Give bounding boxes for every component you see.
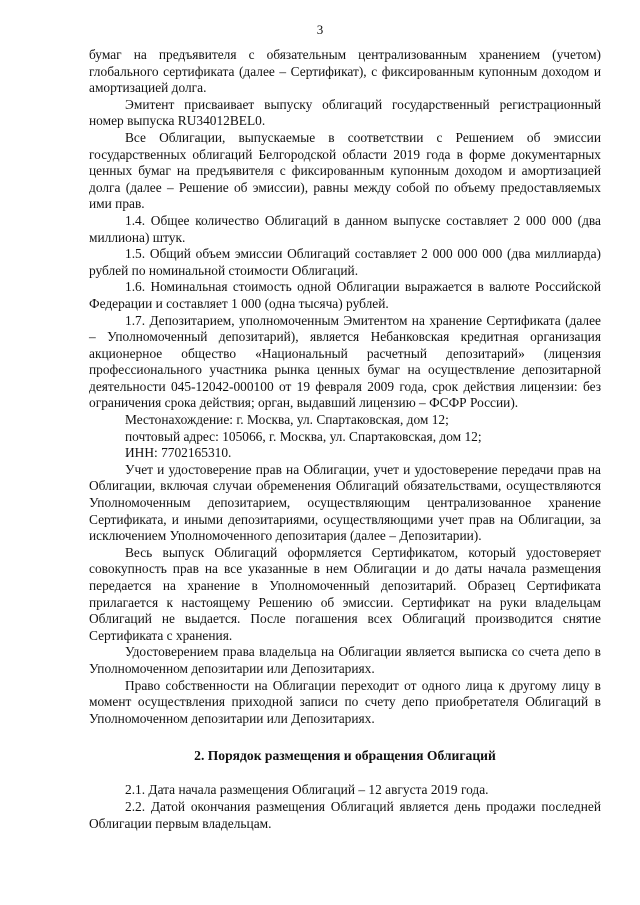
- paragraph-2-2: 2.2. Датой окончания размещения Облигаций является день продажи последней Облигации первым владельцам.: [89, 798, 601, 831]
- paragraph-1-7: 1.7. Депозитарием, уполномоченным Эмитентом на хранение Сертификата (далее – Уполномоченный депозитарий), является Небанковская кредитная организация акционерное общество «Национальный расчетный депозитарий» (лицензия профессионального участника рынка ценных бумаг на осуществление депозитарной деятельности 045-12042-000100 от 19 февраля 2009 года, срок действия лицензии: без ограничения срока действия; орган, выдавший лицензию – ФСФР России).: [89, 312, 601, 411]
- paragraph-depo-statement: Удостоверением права владельца на Облигации является выписка со счета депо в Уполномоченном депозитарии или Депозитариях.: [89, 644, 601, 676]
- paragraph-registration-number: Эмитент присваивает выпуску облигаций государственный регистрационный номер выпуска RU34012BEL0.: [89, 96, 601, 129]
- paragraph-ownership-transfer: Право собственности на Облигации переходит от одного лица к другому лицу в момент осуществления приходной записи по счету депо приобретателя Облигаций в Уполномоченном депозитарии или Депозитариях.: [89, 677, 601, 726]
- section-heading: 2. Порядок размещения и обращения Облигаций: [194, 748, 496, 764]
- paragraph-2-1: 2.1. Дата начала размещения Облигаций – 12 августа 2019 года.: [125, 782, 489, 798]
- paragraph-inn: ИНН: 7702165310.: [125, 445, 232, 461]
- paragraph-1-5: 1.5. Общий объем эмиссии Облигаций составляет 2 000 000 000 (два миллиарда) рублей по номинальной стоимости Облигаций.: [89, 246, 601, 278]
- paragraph-1-4: 1.4. Общее количество Облигаций в данном выпуске составляет 2 000 000 (два миллиона) штук.: [89, 212, 601, 245]
- paragraph-certificate: Весь выпуск Облигаций оформляется Сертификатом, который удостоверяет совокупность прав на все указанные в нем Облигации и до даты начала размещения передается на хранение в Уполномоченный депозитарий. Образец Сертификата прилагается к настоящему Решению об эмиссии. Сертификат на руки владельцам Облигаций не выдается. После погашения всех Облигаций производится снятие Сертификата с хранения.: [89, 544, 601, 643]
- paragraph-continuation: бумаг на предъявителя с обязательным централизованным хранением (учетом) глобального сертификата (далее – Сертификат), с фиксированным купонным доходом и амортизацией долга.: [89, 47, 601, 96]
- paragraph-location: Местонахождение: г. Москва, ул. Спартаковская, дом 12;: [125, 412, 449, 428]
- paragraph-1-6: 1.6. Номинальная стоимость одной Облигации выражается в валюте Российской Федерации и составляет 1 000 (одна тысяча) рублей.: [89, 279, 601, 311]
- paragraph-postal-address: почтовый адрес: 105066, г. Москва, ул. Спартаковская, дом 12;: [125, 428, 482, 444]
- page-number: 3: [316, 22, 324, 37]
- paragraph-rights-accounting: Учет и удостоверение прав на Облигации, учет и удостоверение передачи прав на Облигации, включая случаи обременения Облигаций обязательствами, осуществляются Уполномоченным депозитарием, осуществляющим централизованное хранение Сертификата, и иными депозитариями, осуществляющими учет прав на Облигации, за исключением Уполномоченного депозитария (далее – Депозитарии).: [89, 461, 601, 544]
- document-body: [89, 47, 601, 832]
- paragraph-equal-rights: Все Облигации, выпускаемые в соответствии с Решением об эмиссии государственных облигаций Белгородской области 2019 года в форме документарных ценных бумаг на предъявителя с фиксированным купонным доходом и амортизацией долга (далее – Решение об эмиссии), равны между собой по объему предоставляемых ими прав.: [89, 129, 601, 212]
